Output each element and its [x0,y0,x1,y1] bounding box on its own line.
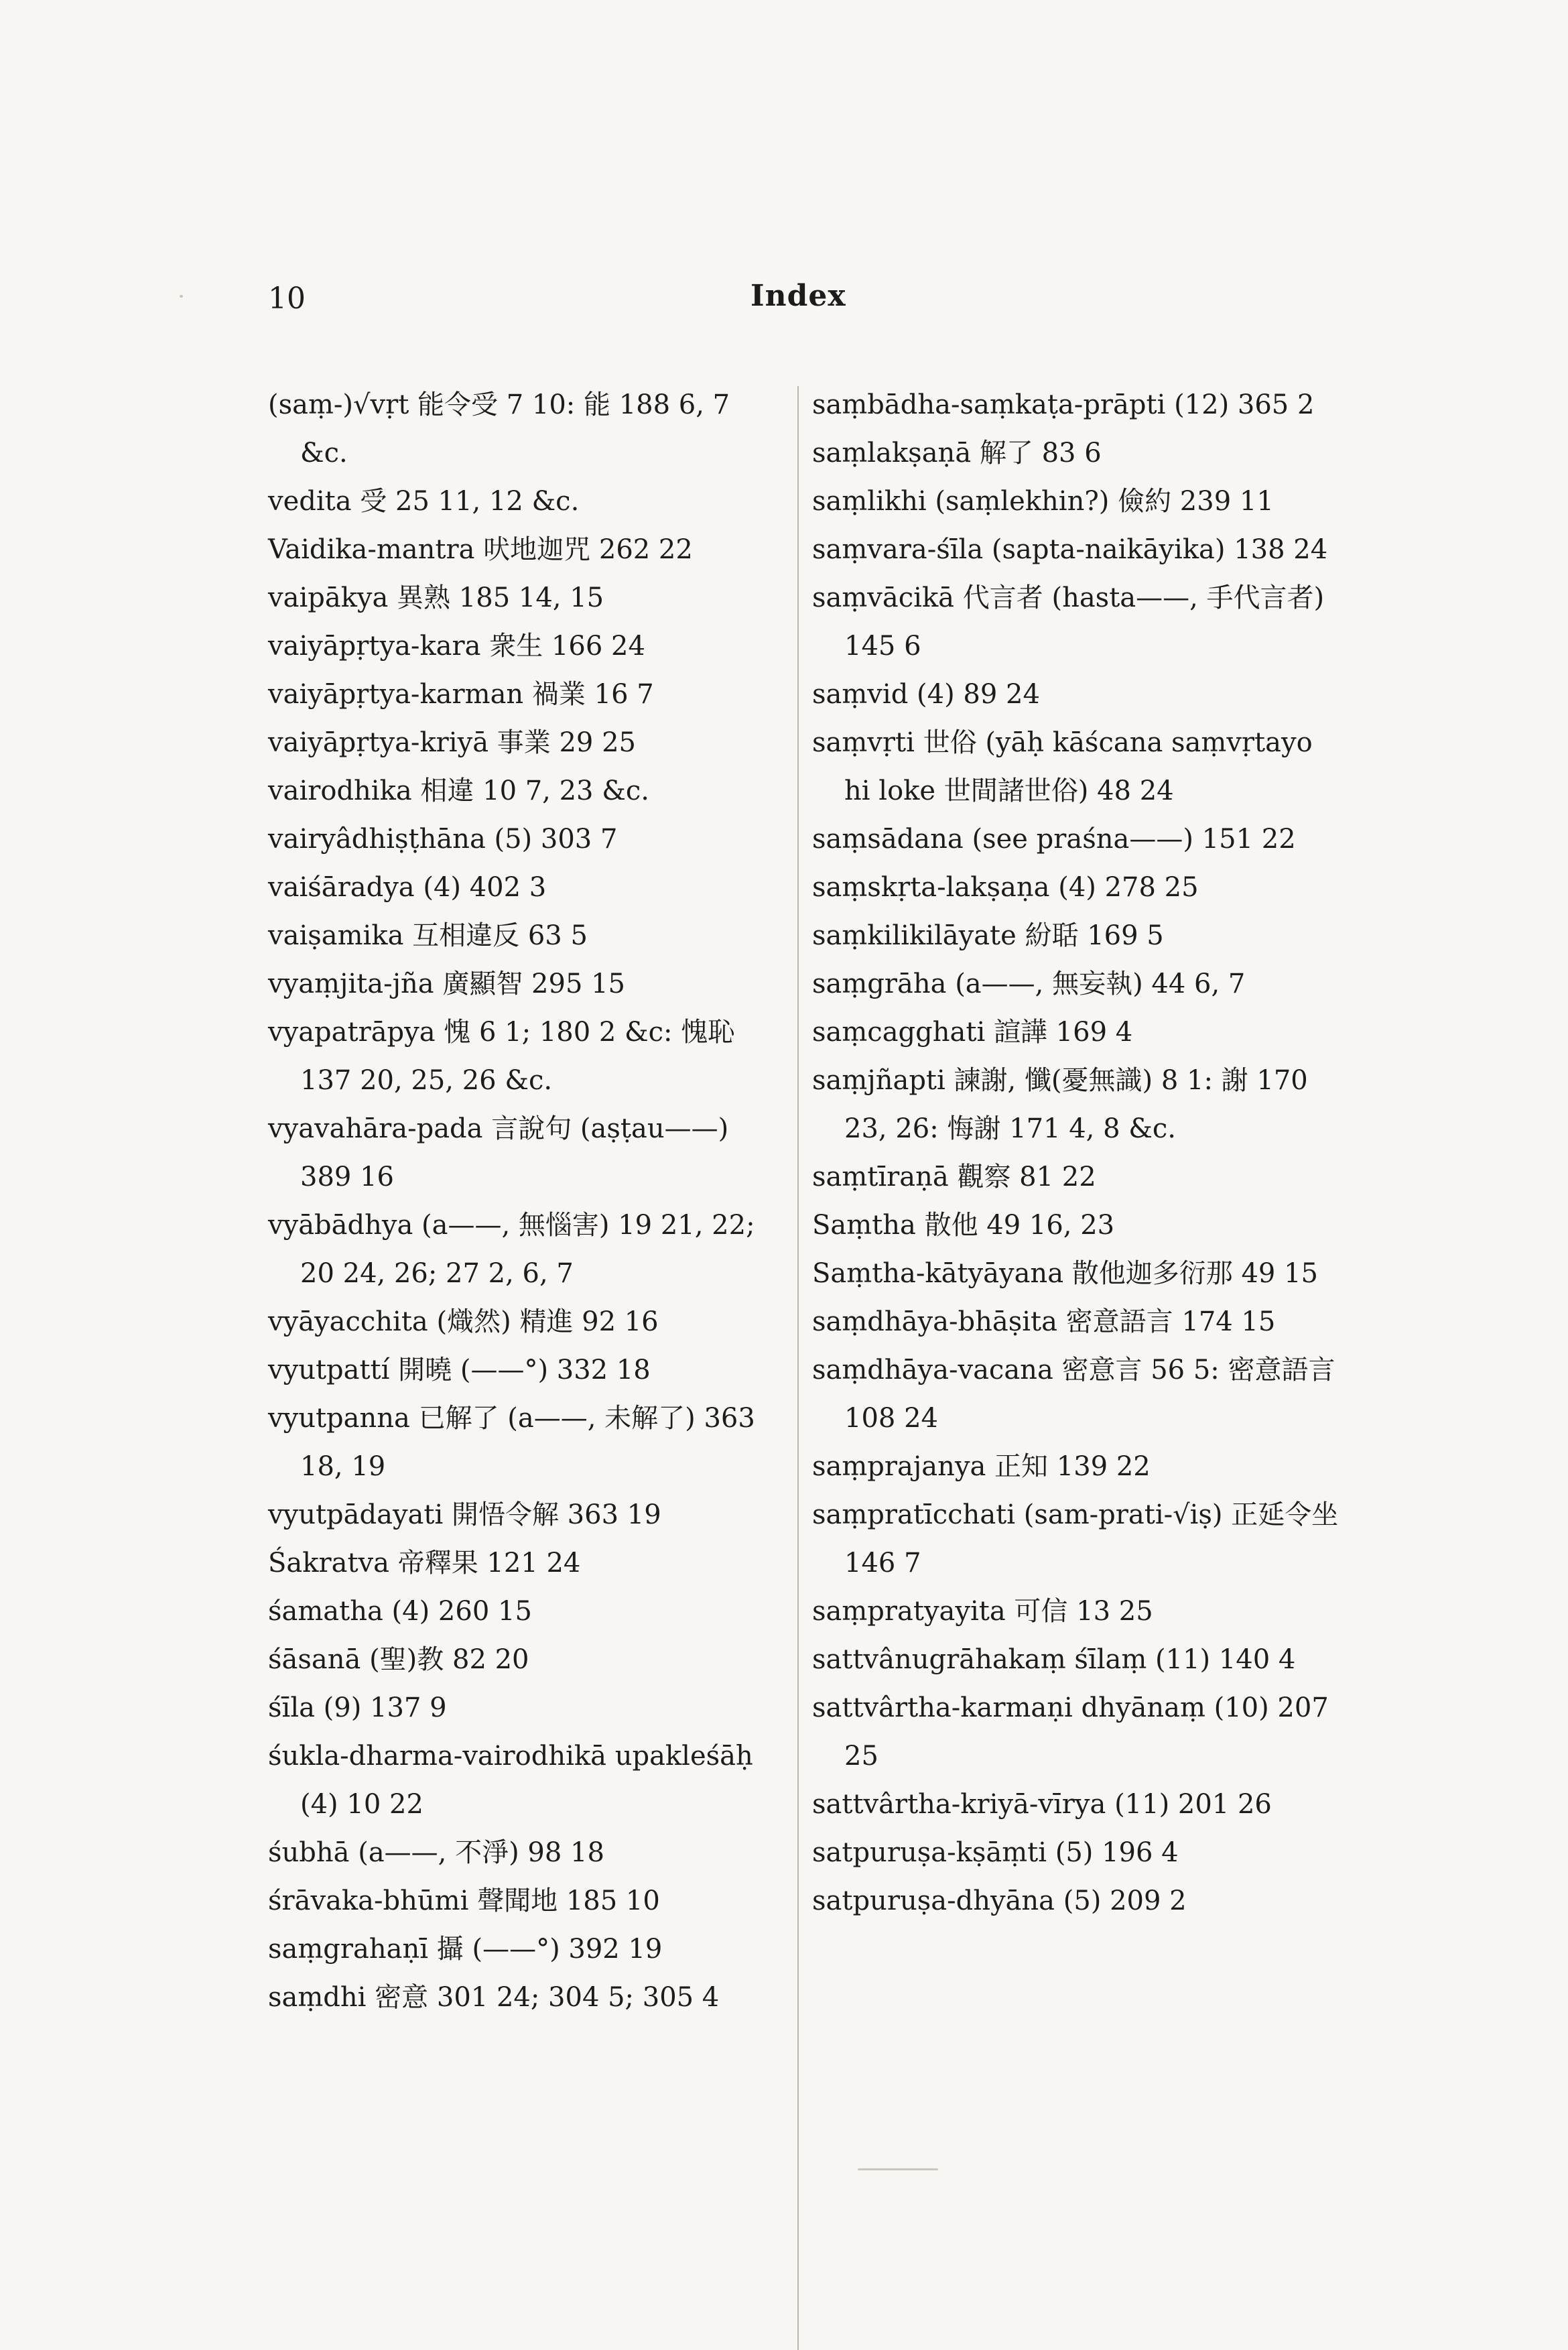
running-head: Index [750,279,846,313]
index-entry: vaiṣamika 互相違反 63 5 [268,920,588,951]
index-entry: saṃskṛta-lakṣaṇa (4) 278 25 [812,872,1199,903]
index-entry: saṃkilikilāyate 紛聒 169 5 [812,920,1164,951]
column-divider [797,386,799,2350]
index-entry: vaiyāpṛtya-kara 衆生 166 24 [268,631,645,662]
index-column-left [268,381,784,2022]
index-entry: saṃpratyayita 可信 13 25 [812,1596,1153,1627]
index-entry: śamatha (4) 260 15 [268,1596,532,1627]
index-entry: sattvârtha-kriyā-vīrya (11) 201 26 [812,1789,1272,1820]
index-entry: śubhā (a——, 不淨) 98 18 [268,1837,604,1868]
index-entry: vedita 受 25 11, 12 &c. [268,486,580,517]
index-entry: saṃdhi 密意 301 24; 304 5; 305 4 [268,1982,720,2013]
index-entry: saṃsādana (see praśna——) 151 22 [812,824,1296,855]
index-entry: vyutpattí 開曉 (——°) 332 18 [268,1355,651,1385]
index-entry: vaipākya 異熟 185 14, 15 [268,582,604,613]
index-entry: vaiśāradya (4) 402 3 [268,872,547,903]
index-entry: Śakratva 帝釋果 121 24 [268,1548,581,1579]
index-entry: vyutpādayati 開悟令解 363 19 [268,1499,661,1530]
index-entry: satpuruṣa-kṣāṃti (5) 196 4 [812,1837,1179,1868]
index-entry: saṃgrahaṇī 攝 (——°) 392 19 [268,1934,663,1965]
index-entry: (saṃ-)√vṛt 能令受 7 10: 能 188 6, 7 &c. [268,389,730,469]
index-entry: saṃjñapti 諫謝, 懺(憂無識) 8 1: 謝 170 23, 26: 悔謝 171 4, 8 &c. [812,1065,1308,1144]
index-entry: vyābādhya (a——, 無惱害) 19 21, 22; 20 24, 26; 27 2, 6, 7 [268,1210,755,1289]
index-entry: sattvânugrāhakaṃ śīlaṃ (11) 140 4 [812,1644,1296,1675]
index-entry: Vaidika-mantra 吠地迦咒 262 22 [268,534,693,565]
index-entry: Saṃtha-kātyāyana 散他迦多衍那 49 15 [812,1258,1318,1289]
index-entry: vyaṃjita-jña 廣顯智 295 15 [268,969,626,999]
page-number: 10 [268,282,306,316]
index-entry: śāsanā (聖)教 82 20 [268,1644,529,1675]
index-entry: saṃvara-śīla (sapta-naikāyika) 138 24 [812,534,1328,565]
index-entry: saṃdhāya-bhāṣita 密意語言 174 15 [812,1306,1276,1337]
index-entry: vyapatrāpya 愧 6 1; 180 2 &c: 愧恥 137 20, 25, 26 &c. [268,1017,735,1096]
index-entry: saṃvṛti 世俗 (yāḥ kāścana saṃvṛtayo hi loke 世間諸世俗) 48 24 [812,727,1313,806]
scan-speck [180,295,183,298]
index-entry: vyavahāra-pada 言說句 (aṣṭau——) 389 16 [268,1113,729,1192]
index-entry: satpuruṣa-dhyāna (5) 209 2 [812,1885,1187,1916]
index-entry: saṃtīraṇā 觀察 81 22 [812,1162,1096,1192]
index-entry: vyutpanna 已解了 (a——, 未解了) 363 18, 19 [268,1403,755,1482]
index-entry: saṃvācikā 代言者 (hasta——, 手代言者) 145 6 [812,582,1325,662]
index-entry: śīla (9) 137 9 [268,1692,447,1723]
index-entry: saṃcagghati 諠譁 169 4 [812,1017,1133,1048]
index-entry: śukla-dharma-vairodhikā upakleśāḥ (4) 10 22 [268,1741,753,1820]
index-entry: śrāvaka-bhūmi 聲聞地 185 10 [268,1885,660,1916]
scan-speck [858,2168,938,2170]
index-entry: vairodhika 相違 10 7, 23 &c. [268,776,649,806]
index-entry: sattvârtha-karmaṇi dhyānaṃ (10) 207 25 [812,1692,1329,1772]
index-column-right [812,381,1342,1925]
index-entry: saṃdhāya-vacana 密意言 56 5: 密意語言 108 24 [812,1355,1335,1434]
index-entry: saṃbādha-saṃkaṭa-prāpti (12) 365 2 [812,389,1315,420]
index-entry: vairyâdhiṣṭhāna (5) 303 7 [268,824,618,855]
index-entry: saṃprajanya 正知 139 22 [812,1451,1151,1482]
index-entry: saṃlakṣaṇā 解了 83 6 [812,438,1102,469]
index-entry: saṃgrāha (a——, 無妄執) 44 6, 7 [812,969,1246,999]
index-entry: vaiyāpṛtya-kriyā 事業 29 25 [268,727,636,758]
index-entry: saṃlikhi (saṃlekhin?) 儉約 239 11 [812,486,1274,517]
index-entry: saṃvid (4) 89 24 [812,679,1040,710]
index-entry: vyāyacchita (熾然) 精進 92 16 [268,1306,659,1337]
index-entry: vaiyāpṛtya-karman 禍業 16 7 [268,679,654,710]
index-entry: saṃpratīcchati (sam-prati-√iṣ) 正延令坐 146 7 [812,1499,1339,1579]
index-entry: Saṃtha 散他 49 16, 23 [812,1210,1115,1241]
